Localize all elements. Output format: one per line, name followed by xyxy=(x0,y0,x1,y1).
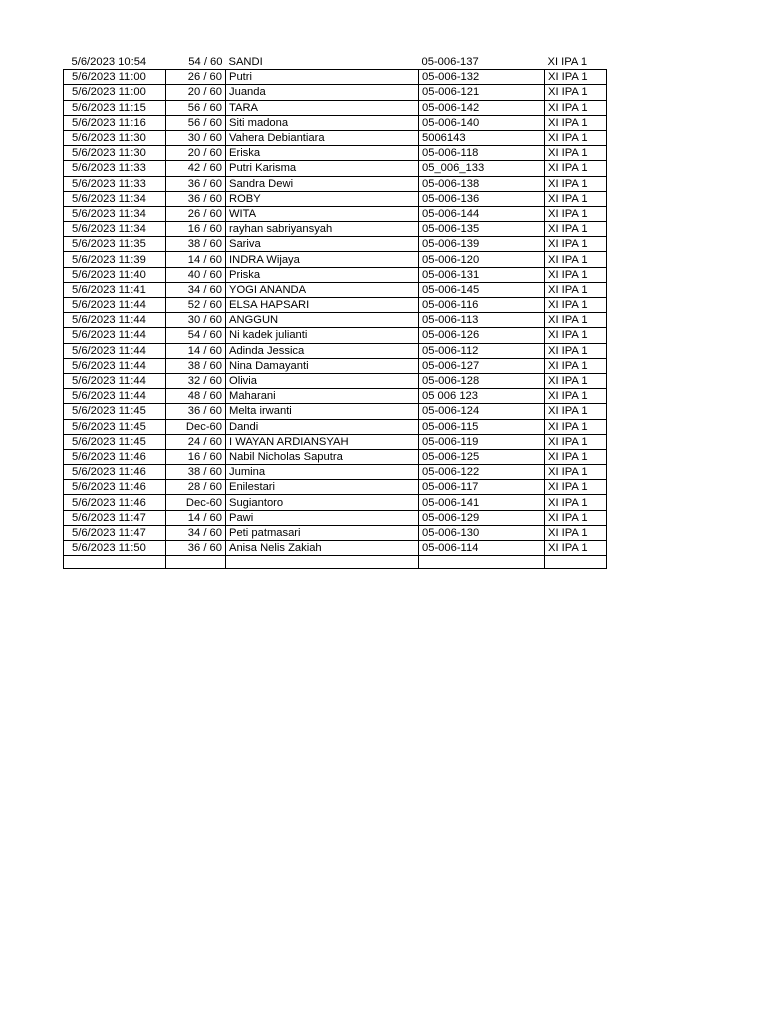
cell-name: Jumina xyxy=(226,465,419,480)
cell-class: XI IPA 1 xyxy=(545,146,607,161)
cell-name: Dandi xyxy=(226,419,419,434)
cell-timestamp: 5/6/2023 11:44 xyxy=(64,328,166,343)
cell-class: XI IPA 1 xyxy=(545,130,607,145)
cell-class: XI IPA 1 xyxy=(545,419,607,434)
cell-class: XI IPA 1 xyxy=(545,373,607,388)
cell-score: 30 / 60 xyxy=(166,130,226,145)
cell-class: XI IPA 1 xyxy=(545,267,607,282)
cell-timestamp: 5/6/2023 11:00 xyxy=(64,70,166,85)
cell-score: 38 / 60 xyxy=(166,237,226,252)
cell-class: XI IPA 1 xyxy=(545,404,607,419)
cell-timestamp: 5/6/2023 11:46 xyxy=(64,465,166,480)
cell-name: Putri xyxy=(226,70,419,85)
cell-student-id: 5006143 xyxy=(419,130,545,145)
cell-student-id: 05-006-128 xyxy=(419,373,545,388)
cell-score: 14 / 60 xyxy=(166,252,226,267)
cell-name: WITA xyxy=(226,206,419,221)
cell-student-id: 05-006-120 xyxy=(419,252,545,267)
cell-timestamp: 5/6/2023 11:40 xyxy=(64,267,166,282)
cell-student-id: 05-006-139 xyxy=(419,237,545,252)
cell-score: 28 / 60 xyxy=(166,480,226,495)
cell-student-id: 05-006-115 xyxy=(419,419,545,434)
cell-class: XI IPA 1 xyxy=(545,222,607,237)
cell-student-id: 05-006-135 xyxy=(419,222,545,237)
cell-class: XI IPA 1 xyxy=(545,480,607,495)
table-row xyxy=(64,434,607,449)
cell-timestamp: 5/6/2023 11:44 xyxy=(64,343,166,358)
cell-timestamp: 5/6/2023 11:44 xyxy=(64,298,166,313)
cell-timestamp: 5/6/2023 11:33 xyxy=(64,161,166,176)
cell-timestamp: 5/6/2023 11:15 xyxy=(64,100,166,115)
cell-name: Siti madona xyxy=(226,115,419,130)
cell-name: Enilestari xyxy=(226,480,419,495)
cell-student-id: 05-006-119 xyxy=(419,434,545,449)
cell-student-id: 05-006-117 xyxy=(419,480,545,495)
cell-student-id: 05-006-122 xyxy=(419,465,545,480)
empty-cell xyxy=(64,556,166,569)
cell-class: XI IPA 1 xyxy=(545,328,607,343)
cell-name: ANGGUN xyxy=(226,313,419,328)
cell-timestamp: 5/6/2023 11:34 xyxy=(64,222,166,237)
cell-timestamp: 5/6/2023 11:44 xyxy=(64,313,166,328)
cell-timestamp: 5/6/2023 11:46 xyxy=(64,480,166,495)
cell-student-id: 05-006-129 xyxy=(419,510,545,525)
cell-score: 32 / 60 xyxy=(166,373,226,388)
table-row xyxy=(64,313,607,328)
empty-cell xyxy=(419,556,545,569)
cell-student-id: 05-006-121 xyxy=(419,85,545,100)
cell-name: Sandra Dewi xyxy=(226,176,419,191)
cell-student-id: 05-006-124 xyxy=(419,404,545,419)
table-row xyxy=(64,465,607,480)
cell-score: 26 / 60 xyxy=(166,70,226,85)
table-row xyxy=(64,480,607,495)
cell-name: SANDI xyxy=(226,55,419,70)
table-row xyxy=(64,176,607,191)
cell-name: Nina Damayanti xyxy=(226,358,419,373)
cell-name: Maharani xyxy=(226,389,419,404)
table-row xyxy=(64,115,607,130)
cell-score: 16 / 60 xyxy=(166,449,226,464)
cell-student-id: 05-006-137 xyxy=(419,55,545,70)
cell-class: XI IPA 1 xyxy=(545,495,607,510)
cell-score: 16 / 60 xyxy=(166,222,226,237)
cell-name: rayhan sabriyansyah xyxy=(226,222,419,237)
cell-name: Eriska xyxy=(226,146,419,161)
cell-name: Priska xyxy=(226,267,419,282)
cell-student-id: 05-006-131 xyxy=(419,267,545,282)
cell-score: 14 / 60 xyxy=(166,510,226,525)
cell-student-id: 05-006-113 xyxy=(419,313,545,328)
cell-class: XI IPA 1 xyxy=(545,252,607,267)
cell-score: 20 / 60 xyxy=(166,146,226,161)
cell-score: 56 / 60 xyxy=(166,100,226,115)
cell-score: 20 / 60 xyxy=(166,85,226,100)
table-row xyxy=(64,358,607,373)
cell-student-id: 05-006-140 xyxy=(419,115,545,130)
cell-class: XI IPA 1 xyxy=(545,176,607,191)
cell-class: XI IPA 1 xyxy=(545,115,607,130)
table-row xyxy=(64,373,607,388)
cell-class: XI IPA 1 xyxy=(545,100,607,115)
table-row xyxy=(64,298,607,313)
cell-timestamp: 5/6/2023 11:35 xyxy=(64,237,166,252)
cell-class: XI IPA 1 xyxy=(545,191,607,206)
cell-score: Dec-60 xyxy=(166,495,226,510)
cell-name: Melta irwanti xyxy=(226,404,419,419)
cell-student-id: 05-006-116 xyxy=(419,298,545,313)
cell-timestamp: 5/6/2023 11:41 xyxy=(64,282,166,297)
cell-name: INDRA Wijaya xyxy=(226,252,419,267)
cell-name: Adinda Jessica xyxy=(226,343,419,358)
cell-score: 48 / 60 xyxy=(166,389,226,404)
cell-timestamp: 5/6/2023 11:45 xyxy=(64,434,166,449)
cell-class: XI IPA 1 xyxy=(545,358,607,373)
table-row xyxy=(64,237,607,252)
cell-class: XI IPA 1 xyxy=(545,343,607,358)
cell-name: Sugiantoro xyxy=(226,495,419,510)
table-row xyxy=(64,161,607,176)
cell-score: 36 / 60 xyxy=(166,191,226,206)
cell-score: 54 / 60 xyxy=(166,55,226,70)
cell-name: YOGI ANANDA xyxy=(226,282,419,297)
table-row xyxy=(64,282,607,297)
table-row xyxy=(64,495,607,510)
cell-class: XI IPA 1 xyxy=(545,298,607,313)
cell-class: XI IPA 1 xyxy=(545,510,607,525)
table-row xyxy=(64,510,607,525)
cell-class: XI IPA 1 xyxy=(545,70,607,85)
cell-student-id: 05-006-136 xyxy=(419,191,545,206)
cell-score: 34 / 60 xyxy=(166,282,226,297)
cell-name: TARA xyxy=(226,100,419,115)
cell-name: Juanda xyxy=(226,85,419,100)
cell-score: 34 / 60 xyxy=(166,525,226,540)
cell-class: XI IPA 1 xyxy=(545,282,607,297)
cell-timestamp: 5/6/2023 11:00 xyxy=(64,85,166,100)
cell-name: I WAYAN ARDIANSYAH xyxy=(226,434,419,449)
table-row xyxy=(64,525,607,540)
cell-name: Peti patmasari xyxy=(226,525,419,540)
cell-student-id: 05-006-144 xyxy=(419,206,545,221)
table-row xyxy=(64,191,607,206)
table-row xyxy=(64,419,607,434)
table-row xyxy=(64,100,607,115)
table-row xyxy=(64,146,607,161)
cell-class: XI IPA 1 xyxy=(545,525,607,540)
response-table xyxy=(63,55,607,569)
empty-table-row xyxy=(64,556,607,569)
cell-timestamp: 5/6/2023 11:34 xyxy=(64,206,166,221)
cell-student-id: 05-006-138 xyxy=(419,176,545,191)
cell-student-id: 05-006-126 xyxy=(419,328,545,343)
cell-student-id: 05-006-130 xyxy=(419,525,545,540)
cell-timestamp: 5/6/2023 11:45 xyxy=(64,404,166,419)
cell-class: XI IPA 1 xyxy=(545,55,607,70)
cell-timestamp: 5/6/2023 11:44 xyxy=(64,373,166,388)
response-table-body xyxy=(64,55,607,569)
cell-student-id: 05_006_133 xyxy=(419,161,545,176)
cell-timestamp: 5/6/2023 11:39 xyxy=(64,252,166,267)
cell-timestamp: 5/6/2023 11:44 xyxy=(64,358,166,373)
table-row xyxy=(64,389,607,404)
table-row xyxy=(64,252,607,267)
cell-class: XI IPA 1 xyxy=(545,449,607,464)
cell-class: XI IPA 1 xyxy=(545,465,607,480)
cell-class: XI IPA 1 xyxy=(545,389,607,404)
table-row xyxy=(64,222,607,237)
cell-name: ROBY xyxy=(226,191,419,206)
table-row xyxy=(64,449,607,464)
table-row xyxy=(64,404,607,419)
cell-score: 38 / 60 xyxy=(166,465,226,480)
cell-student-id: 05-006-145 xyxy=(419,282,545,297)
table-row xyxy=(64,541,607,556)
table-row xyxy=(64,328,607,343)
cell-timestamp: 5/6/2023 11:33 xyxy=(64,176,166,191)
cell-score: 36 / 60 xyxy=(166,541,226,556)
cell-score: Dec-60 xyxy=(166,419,226,434)
empty-cell xyxy=(545,556,607,569)
cell-class: XI IPA 1 xyxy=(545,206,607,221)
cell-name: Ni kadek julianti xyxy=(226,328,419,343)
cell-timestamp: 5/6/2023 10:54 xyxy=(64,55,166,70)
cell-score: 38 / 60 xyxy=(166,358,226,373)
cell-score: 26 / 60 xyxy=(166,206,226,221)
cell-timestamp: 5/6/2023 11:46 xyxy=(64,449,166,464)
cell-timestamp: 5/6/2023 11:30 xyxy=(64,146,166,161)
empty-cell xyxy=(226,556,419,569)
cell-student-id: 05-006-114 xyxy=(419,541,545,556)
cell-class: XI IPA 1 xyxy=(545,237,607,252)
cell-class: XI IPA 1 xyxy=(545,161,607,176)
cell-class: XI IPA 1 xyxy=(545,541,607,556)
table-row xyxy=(64,130,607,145)
cell-name: Anisa Nelis Zakiah xyxy=(226,541,419,556)
cell-name: Pawi xyxy=(226,510,419,525)
table-row xyxy=(64,85,607,100)
cell-score: 40 / 60 xyxy=(166,267,226,282)
cell-timestamp: 5/6/2023 11:50 xyxy=(64,541,166,556)
cell-name: Putri Karisma xyxy=(226,161,419,176)
cell-student-id: 05-006-132 xyxy=(419,70,545,85)
cell-name: ELSA HAPSARI xyxy=(226,298,419,313)
cell-timestamp: 5/6/2023 11:30 xyxy=(64,130,166,145)
cell-score: 30 / 60 xyxy=(166,313,226,328)
cell-name: Sariva xyxy=(226,237,419,252)
cell-name: Olivia xyxy=(226,373,419,388)
cell-timestamp: 5/6/2023 11:46 xyxy=(64,495,166,510)
cell-score: 56 / 60 xyxy=(166,115,226,130)
cell-score: 54 / 60 xyxy=(166,328,226,343)
cell-student-id: 05-006-118 xyxy=(419,146,545,161)
cell-timestamp: 5/6/2023 11:16 xyxy=(64,115,166,130)
cell-student-id: 05-006-127 xyxy=(419,358,545,373)
table-row xyxy=(64,267,607,282)
cell-student-id: 05 006 123 xyxy=(419,389,545,404)
cell-student-id: 05-006-112 xyxy=(419,343,545,358)
cell-class: XI IPA 1 xyxy=(545,313,607,328)
cell-score: 36 / 60 xyxy=(166,176,226,191)
table-row xyxy=(64,55,607,70)
cell-score: 52 / 60 xyxy=(166,298,226,313)
cell-name: Nabil Nicholas Saputra xyxy=(226,449,419,464)
cell-student-id: 05-006-141 xyxy=(419,495,545,510)
cell-timestamp: 5/6/2023 11:47 xyxy=(64,525,166,540)
table-row xyxy=(64,70,607,85)
table-row xyxy=(64,206,607,221)
cell-timestamp: 5/6/2023 11:45 xyxy=(64,419,166,434)
cell-score: 14 / 60 xyxy=(166,343,226,358)
cell-timestamp: 5/6/2023 11:44 xyxy=(64,389,166,404)
table-row xyxy=(64,343,607,358)
empty-cell xyxy=(166,556,226,569)
cell-score: 42 / 60 xyxy=(166,161,226,176)
cell-name: Vahera Debiantiara xyxy=(226,130,419,145)
cell-score: 36 / 60 xyxy=(166,404,226,419)
cell-class: XI IPA 1 xyxy=(545,85,607,100)
cell-class: XI IPA 1 xyxy=(545,434,607,449)
cell-timestamp: 5/6/2023 11:47 xyxy=(64,510,166,525)
cell-score: 24 / 60 xyxy=(166,434,226,449)
cell-student-id: 05-006-125 xyxy=(419,449,545,464)
cell-student-id: 05-006-142 xyxy=(419,100,545,115)
cell-timestamp: 5/6/2023 11:34 xyxy=(64,191,166,206)
